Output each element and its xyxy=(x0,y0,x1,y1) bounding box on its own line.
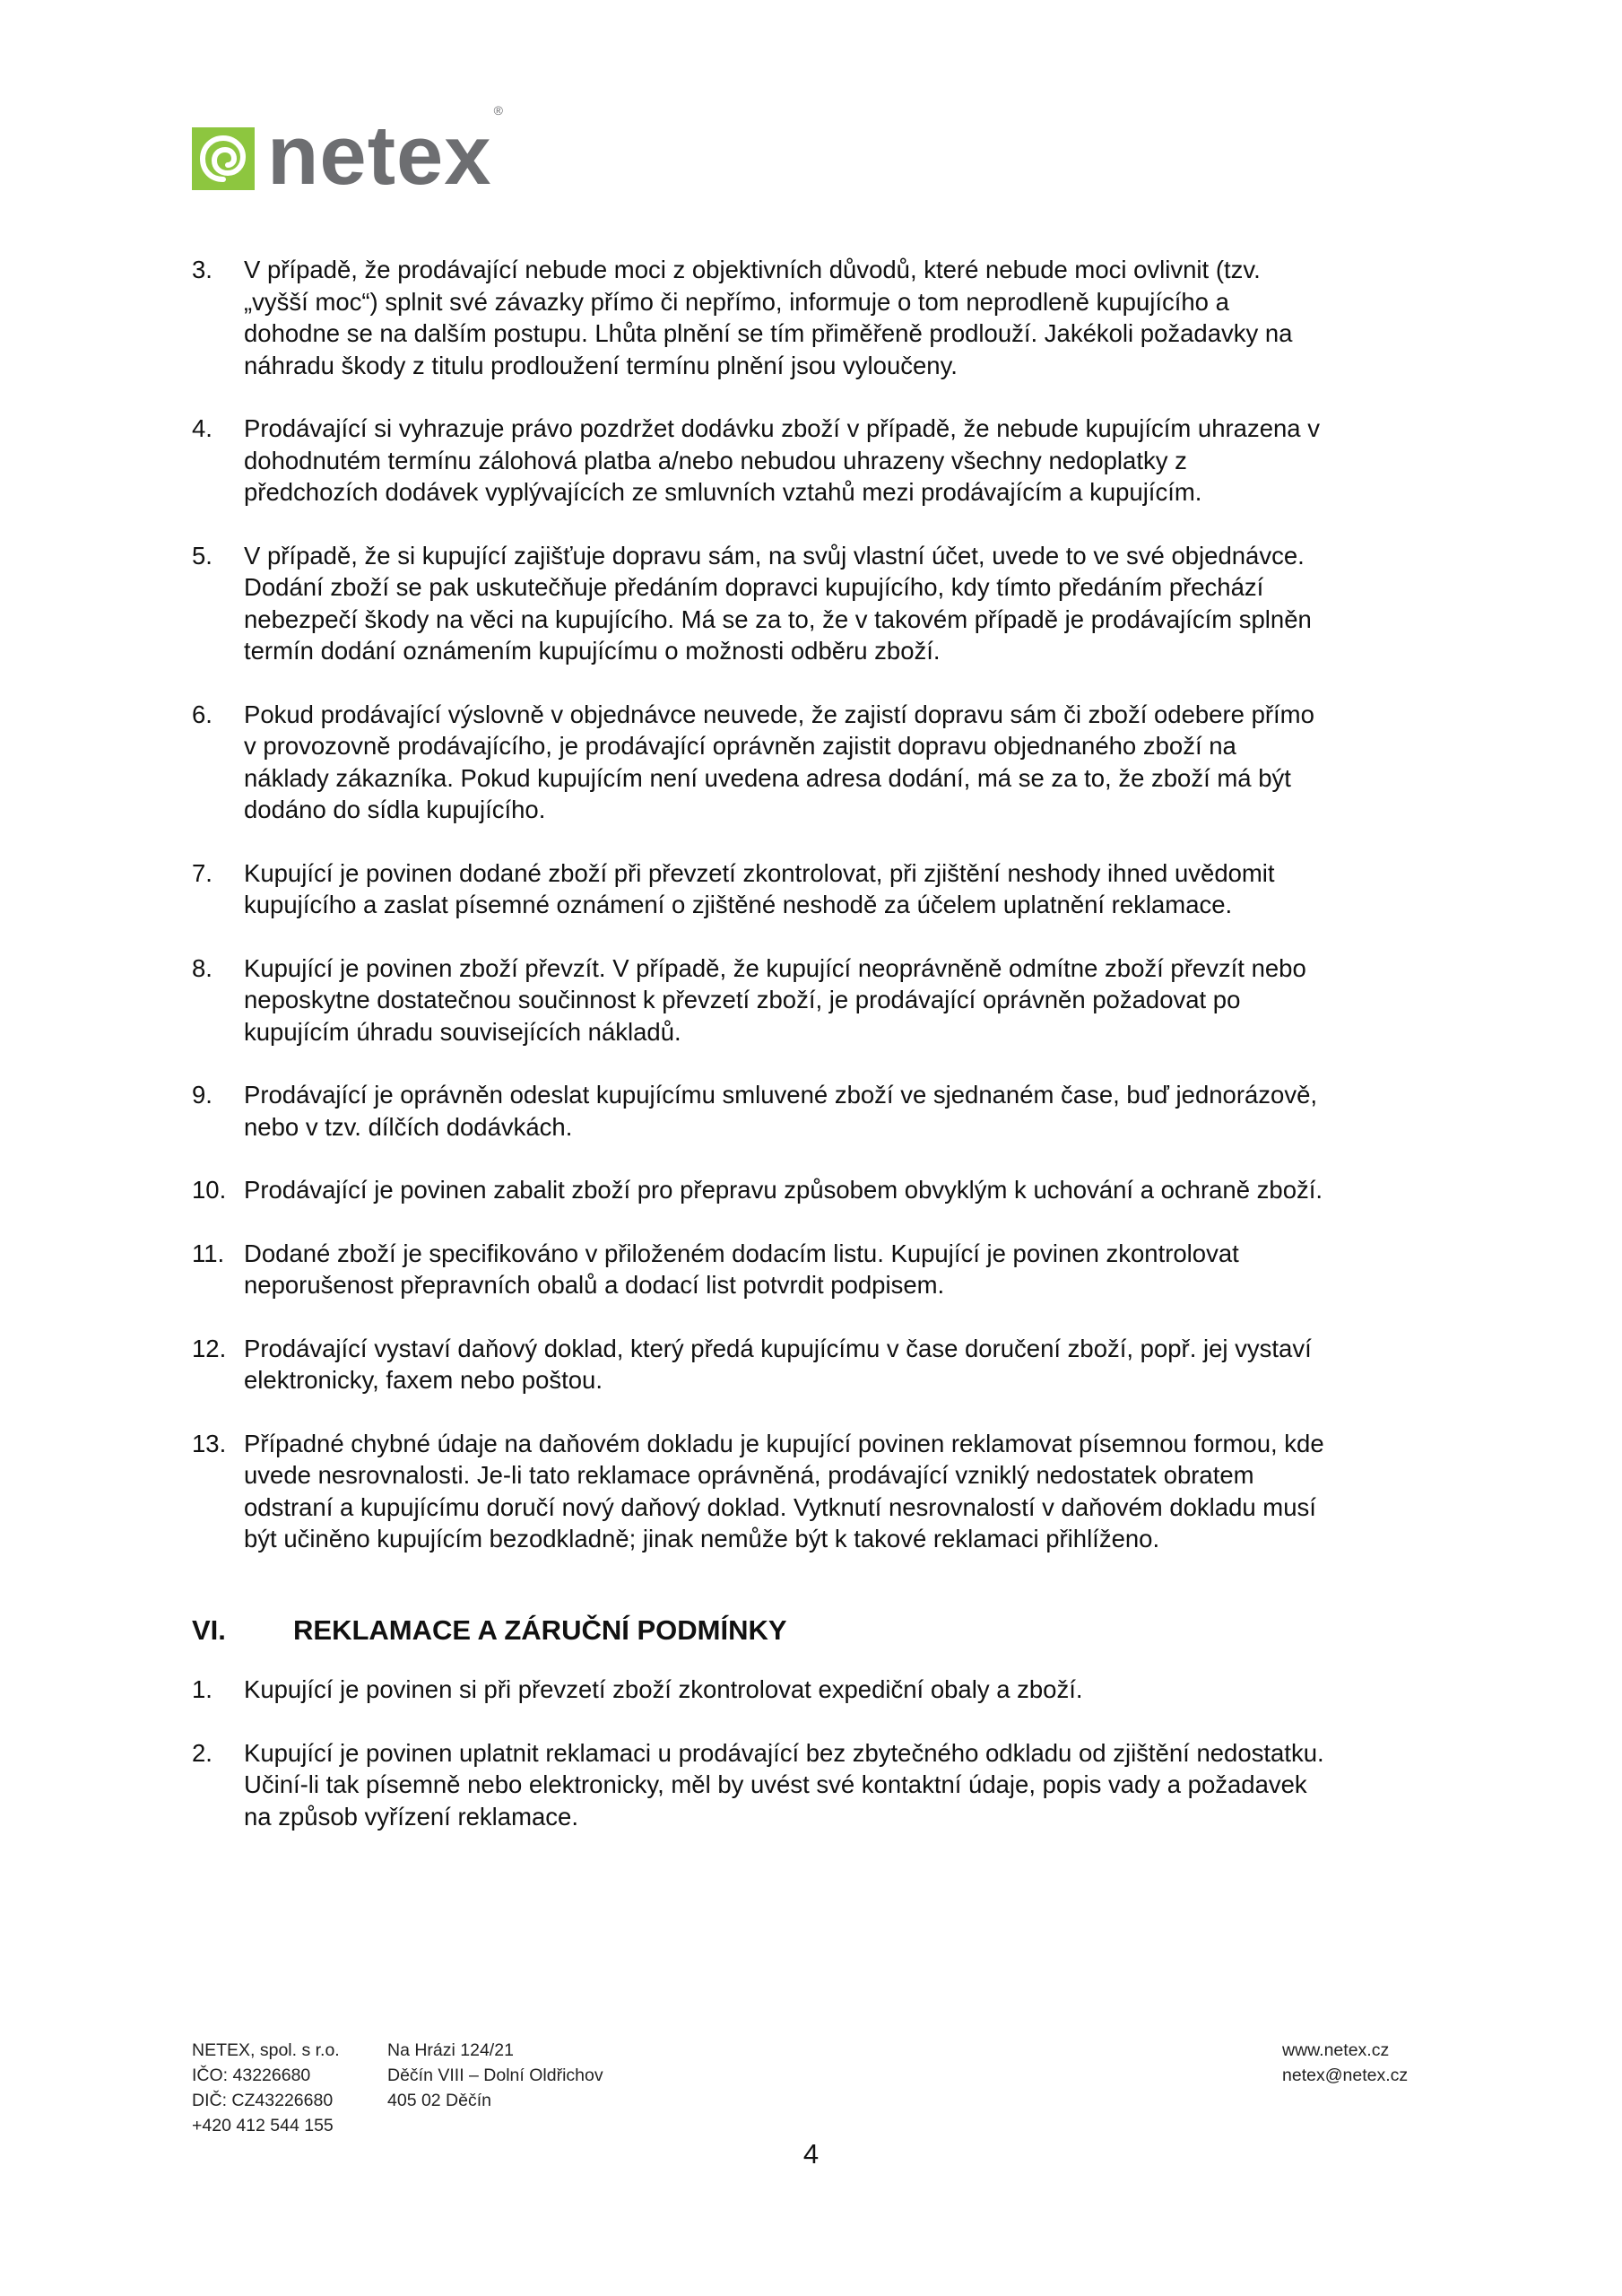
list-item xyxy=(192,1079,1447,1143)
item-text-line: Případné chybné údaje na daňovém dokladu je kupující povinen reklamovat písemnou formou, kde xyxy=(244,1429,1324,1457)
item-text-line: Dodání zboží se pak uskutečňuje předáním dopravci kupujícího, kdy tímto předáním přechází xyxy=(244,573,1264,601)
footer-city: Děčín VIII – Dolní Oldřichov xyxy=(387,2066,603,2085)
item-number: 2. xyxy=(192,1738,213,1767)
list-item xyxy=(192,540,1447,667)
item-text-line: Kupující je povinen dodané zboží při převzetí zkontrolovat, při zjištění neshody ihned uvědomit xyxy=(244,858,1275,887)
list-item xyxy=(192,413,1447,509)
item-text xyxy=(244,1238,1447,1301)
list-item xyxy=(192,952,1447,1048)
item-text xyxy=(244,1428,1447,1555)
item-text-line: V případě, že prodávající nebude moci z objektivních důvodů, které nebude moci ovlivnit (tzv. xyxy=(244,256,1261,283)
item-text-line: neposkytne dostatečnou součinnost k převzetí zboží, je prodávající oprávněn požadovat po xyxy=(244,986,1241,1013)
item-text-line: neporušenost přepravních obalů a dodací list potvrdit podpisem. xyxy=(244,1271,945,1299)
item-text-line: Dodané zboží je specifikováno v přiloženém dodacím listu. Kupující je povinen zkontrolovat xyxy=(244,1239,1239,1267)
list-item xyxy=(192,254,1447,381)
item-text-line: náhradu škody z titulu prodloužení termínu plnění jsou vyloučeny. xyxy=(244,351,958,379)
item-text-line: uvede nesrovnalosti. Je-li tato reklamace oprávněná, prodávající vzniklý nedostatek obratem xyxy=(244,1461,1254,1489)
footer-zip: 405 02 Děčín xyxy=(387,2091,492,2110)
footer-ico: IČO: 43226680 xyxy=(192,2066,311,2085)
item-number: 4. xyxy=(192,414,213,442)
item-number: 1. xyxy=(192,1675,213,1703)
section-heading xyxy=(192,1613,787,1648)
item-text-line: nebezpečí škody na věci na kupujícího. Má se za to, že v takovém případě je prodávajícím splněn xyxy=(244,604,1312,633)
item-text-line: Prodávající si vyhrazuje právo pozdržet dodávku zboží v případě, že nebude kupujícím uhrazena v xyxy=(244,414,1320,442)
item-text-line: Kupující je povinen si při převzetí zboží zkontrolovat expediční obaly a zboží. xyxy=(244,1675,1083,1703)
item-number: 7. xyxy=(192,858,213,887)
item-text-line: Pokud prodávající výslovně v objednávce neuvede, že zajistí dopravu sám či zboží odebere přímo xyxy=(244,700,1314,728)
item-number: 6. xyxy=(192,700,213,728)
item-text xyxy=(244,1174,1447,1206)
list-item xyxy=(192,1737,1447,1833)
item-text-line: předchozích dodávek vyplývajících ze smluvních vztahů mezi prodávajícím a kupujícím. xyxy=(244,478,1202,506)
item-number: 12. xyxy=(192,1334,227,1362)
item-text-line: odstraní a kupujícímu doručí nový daňový doklad. Vytknutí nesrovnalostí v daňovém dokladu musí xyxy=(244,1492,1316,1521)
footer-company-name: NETEX, spol. s r.o. xyxy=(192,2040,340,2060)
item-text-line: dohodne se na dalším postupu. Lhůta plnění se tím přiměřeně prodlouží. Jakékoli požadavky na xyxy=(244,319,1293,347)
item-text-line: dodáno do sídla kupujícího. xyxy=(244,796,546,823)
item-text xyxy=(244,254,1447,381)
item-text-line: náklady zákazníka. Pokud kupujícím není uvedena adresa dodání, má se za to, že zboží má být xyxy=(244,763,1291,792)
item-text-line: na způsob vyřízení reklamace. xyxy=(244,1802,578,1831)
item-number: 9. xyxy=(192,1081,213,1109)
page-number: 4 xyxy=(802,2138,820,2170)
footer-phone: +420 412 544 155 xyxy=(192,2116,334,2135)
footer-dic: DIČ: CZ43226680 xyxy=(192,2091,334,2110)
terms-list-top xyxy=(192,254,1447,1555)
netex-logo-icon xyxy=(192,127,255,190)
footer-street: Na Hrázi 124/21 xyxy=(387,2040,514,2060)
list-item xyxy=(192,699,1447,826)
list-item xyxy=(192,1238,1447,1301)
item-number: 5. xyxy=(192,541,213,570)
list-item xyxy=(192,1174,1447,1206)
list-item xyxy=(192,1428,1447,1555)
list-item xyxy=(192,1674,1447,1706)
section-title: REKLAMACE A ZÁRUČNÍ PODMÍNKY xyxy=(293,1614,787,1646)
item-text xyxy=(244,857,1447,921)
footer-company xyxy=(192,2038,340,2138)
item-number: 13. xyxy=(192,1429,227,1457)
item-text-line: Učiní-li tak písemně nebo elektronicky, měl by uvést své kontaktní údaje, popis vady a požadavek xyxy=(244,1770,1307,1798)
item-text xyxy=(244,1333,1447,1396)
footer-email-link[interactable]: netex@netex.cz xyxy=(1282,2066,1409,2085)
item-text-line: Prodávající je povinen zabalit zboží pro přepravu způsobem obvyklým k uchování a ochraně zboží. xyxy=(244,1176,1323,1204)
item-text xyxy=(244,413,1447,509)
logo-wordmark: netex xyxy=(267,108,492,202)
item-number: 10. xyxy=(192,1176,227,1204)
item-text-line: termín dodání oznámením kupujícímu o možnosti odběru zboží. xyxy=(244,637,941,665)
item-text xyxy=(244,699,1447,826)
list-item xyxy=(192,857,1447,921)
item-number: 11. xyxy=(192,1239,225,1267)
registered-mark: ® xyxy=(493,103,503,117)
item-text xyxy=(244,952,1447,1048)
item-text-line: kupujícím úhradu souvisejících nákladů. xyxy=(244,1017,681,1046)
item-text-line: Kupující je povinen zboží převzít. V případě, že kupující neoprávněně odmítne zboží převzít nebo xyxy=(244,953,1306,982)
footer-website-link[interactable]: www.netex.cz xyxy=(1282,2040,1390,2060)
item-text-line: v provozovně prodávajícího, je prodávající oprávněn zajistit dopravu objednaného zboží na xyxy=(244,732,1236,760)
item-text-line: Kupující je povinen uplatnit reklamaci u prodávající bez zbytečného odkladu od zjištění nedostatku. xyxy=(244,1738,1324,1767)
item-text xyxy=(244,1674,1447,1706)
item-text-line: nebo v tzv. dílčích dodávkách. xyxy=(244,1112,573,1141)
item-text-line: být učiněno kupujícím bezodkladně; jinak nemůže být k takové reklamaci přihlíženo. xyxy=(244,1525,1160,1552)
item-text-line: „vyšší moc“) splnit své závazky přímo či nepřímo, informuje o tom neprodleně kupujícího a xyxy=(244,287,1229,316)
item-text-line: Prodávající vystaví daňový doklad, který předá kupujícímu v čase doručení zboží, popř. jej vystaví xyxy=(244,1334,1312,1362)
item-text-line: dohodnutém termínu zálohová platba a/nebo nebudou uhrazeny všechny nedoplatky z xyxy=(244,446,1187,474)
section-number: VI. xyxy=(192,1614,226,1646)
item-text xyxy=(244,1079,1447,1143)
footer-address xyxy=(387,2038,603,2113)
item-number: 3. xyxy=(192,256,213,283)
item-text xyxy=(244,540,1447,667)
item-number: 8. xyxy=(192,953,213,982)
item-text-line: elektronicky, faxem nebo poštou. xyxy=(244,1366,603,1394)
item-text xyxy=(244,1737,1447,1833)
list-item xyxy=(192,1333,1447,1396)
company-logo xyxy=(192,103,503,202)
terms-list-bottom xyxy=(192,1674,1447,1832)
footer-web xyxy=(1282,2038,1408,2088)
item-text-line: Prodávající je oprávněn odeslat kupujícímu smluvené zboží ve sjednaném čase, buď jednorázově, xyxy=(244,1081,1318,1109)
item-text-line: kupujícího a zaslat písemné oznámení o zjištěné neshodě za účelem uplatnění reklamace. xyxy=(244,891,1233,918)
item-text-line: V případě, že si kupující zajišťuje dopravu sám, na svůj vlastní účet, uvede to ve své objednávce. xyxy=(244,541,1305,570)
